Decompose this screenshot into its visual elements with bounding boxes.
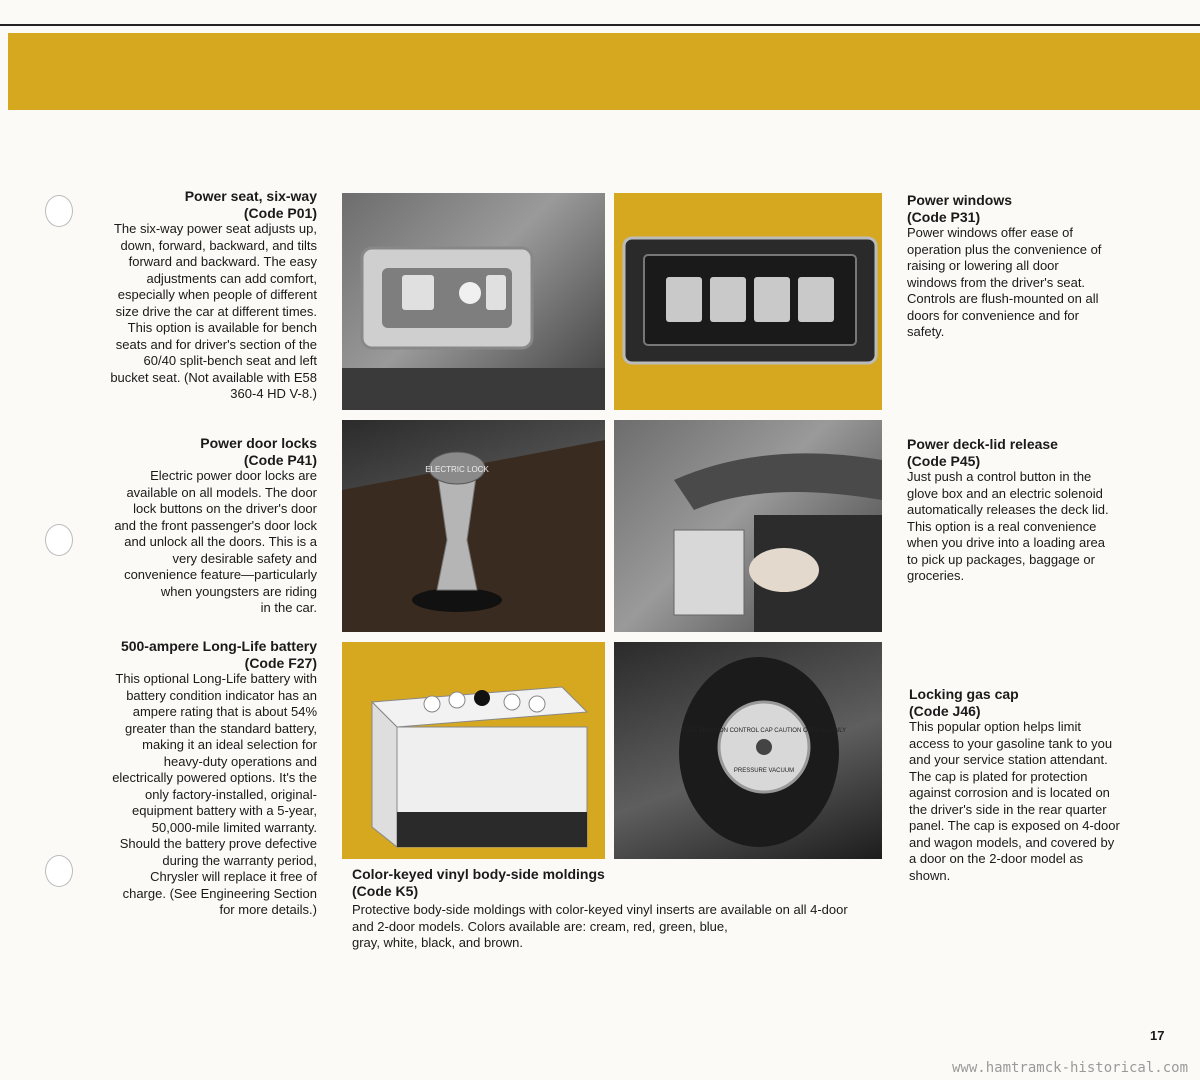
body-line: forward and backward. The easy — [128, 254, 317, 269]
body-line: Electric power door locks are — [150, 468, 317, 483]
body-line: against corrosion and is located on — [909, 785, 1110, 800]
body-line: greater than the standard battery, — [125, 720, 317, 736]
body-line: size drive the car at different times. — [115, 303, 317, 319]
body-line: only factory-installed, original- — [145, 786, 317, 802]
body-line: Just push a control button in the — [907, 469, 1092, 484]
section-deck-lid-release — [907, 436, 1157, 585]
body-line: a door on the 2-door model as — [909, 851, 1084, 866]
body-line: available on all models. The door — [126, 484, 317, 500]
body-line: Power windows offer ease of — [907, 225, 1073, 240]
body-line: glove box and an electric solenoid — [907, 485, 1103, 501]
photo-power-window-switch — [614, 193, 882, 410]
section-body — [907, 469, 1157, 585]
gas-cap-illustration — [614, 642, 882, 859]
section-battery — [95, 638, 317, 919]
page-number: 17 — [1150, 1028, 1165, 1043]
battery-illustration — [342, 642, 605, 859]
section-code: (Code P41) — [243, 451, 317, 468]
photo-battery — [342, 642, 605, 859]
section-body — [95, 671, 317, 919]
body-line: This popular option helps limit — [909, 719, 1081, 734]
door-lock-illustration — [342, 420, 605, 632]
knob-label: ELECTRIC LOCK — [425, 465, 489, 474]
body-line: panel. The cap is exposed on 4-door — [909, 818, 1120, 833]
body-line: doors for convenience and for — [907, 307, 1079, 323]
body-line: and unlock all the doors. This is a — [124, 534, 317, 549]
body-line: This option is a real convenience — [907, 518, 1097, 534]
section-title: 500-ampere Long-Life battery — [120, 638, 317, 654]
body-line: The cap is plated for protection — [909, 768, 1088, 784]
body-line: electrically powered options. It's the — [112, 770, 317, 785]
body-line: groceries. — [907, 568, 965, 583]
body-line: Protective body-side moldings with color-keyed vinyl inserts are available on all 4-door — [352, 902, 848, 917]
body-line: Should the battery prove defective — [119, 836, 317, 851]
body-line: raising or lowering all door — [907, 258, 1059, 273]
body-line: and the front passenger's door lock — [114, 517, 317, 533]
body-line: and 2-door models. Colors available are: cream, red, green, blue, — [352, 918, 728, 934]
top-rule — [0, 24, 1200, 26]
binder-hole-middle — [45, 524, 73, 556]
section-moldings — [352, 866, 892, 952]
body-line: This optional Long-Life battery with — [115, 671, 317, 686]
body-line: convenience feature—particularly — [124, 567, 317, 582]
watermark: www.hamtramck-historical.com — [952, 1060, 1189, 1076]
section-title: Power seat, six-way — [184, 188, 317, 204]
photo-deck-lid-release — [614, 420, 882, 632]
photo-locking-gas-cap — [614, 642, 882, 859]
body-line: when youngsters are riding — [160, 583, 317, 599]
body-line: 360-4 HD V-8.) — [230, 386, 317, 401]
section-code: (Code J46) — [909, 702, 981, 719]
section-power-windows — [907, 192, 1157, 341]
section-locking-gas-cap — [909, 686, 1159, 884]
body-line: very desirable safety and — [172, 550, 317, 566]
body-line: when you drive into a loading area — [907, 535, 1106, 550]
body-line: automatically releases the deck lid. — [907, 502, 1109, 517]
body-line: windows from the driver's seat. — [907, 274, 1086, 290]
binder-hole-bottom — [45, 855, 73, 887]
body-line: making it an ideal selection for — [142, 737, 317, 752]
body-line: seats and for driver's section of the — [115, 336, 317, 352]
body-line: down, forward, backward, and tilts — [120, 237, 317, 253]
seat-switch-illustration — [342, 193, 605, 410]
body-line: especially when people of different — [117, 287, 317, 302]
section-title: Power windows — [907, 192, 1013, 208]
header-color-band — [8, 33, 1200, 110]
section-title: Power deck-lid release — [907, 436, 1058, 452]
section-power-door-locks — [95, 435, 317, 617]
gas-cap-text: FUEL EMISSION CONTROL CAP CAUTION OPEN SLOWLY — [681, 728, 847, 734]
section-code: (Code F27) — [244, 654, 317, 671]
body-line: and your service station attendant. — [909, 752, 1108, 767]
window-switch-illustration — [614, 193, 882, 410]
body-line: Controls are flush-mounted on all — [907, 291, 1099, 306]
section-body — [95, 468, 317, 617]
body-line: and wagon models, and covered by — [909, 834, 1115, 850]
body-line: adjustments can add comfort, — [146, 270, 317, 286]
body-line: gray, white, black, and brown. — [352, 935, 524, 950]
body-line: shown. — [909, 867, 951, 883]
body-line: operation plus the convenience of — [907, 241, 1102, 257]
body-line: ampere rating that is about 54% — [132, 704, 317, 719]
section-title: Locking gas cap — [909, 686, 1019, 702]
section-code: (Code P45) — [907, 452, 981, 469]
gas-cap-sub-text: PRESSURE VACUUM — [733, 768, 795, 774]
body-line: access to your gasoline tank to you — [909, 735, 1113, 751]
body-line: This option is available for bench — [127, 320, 317, 335]
section-body — [909, 719, 1159, 884]
body-line: equipment battery with a 5-year, — [132, 803, 317, 818]
binder-hole-top — [45, 195, 73, 227]
section-title: Color-keyed vinyl body-side moldings — [352, 866, 605, 882]
section-code: (Code P31) — [907, 208, 981, 225]
section-code: (Code K5) — [352, 882, 419, 899]
body-line: bucket seat. (Not available with E58 — [110, 369, 317, 385]
section-title: Power door locks — [200, 435, 317, 451]
photo-power-seat-switch — [342, 193, 605, 410]
section-code: (Code P01) — [243, 204, 317, 221]
deck-lid-illustration — [614, 420, 882, 632]
body-line: safety. — [907, 324, 945, 339]
body-line: during the warranty period, — [162, 852, 317, 868]
section-power-seat — [95, 188, 317, 403]
body-line: lock buttons on the driver's door — [133, 501, 317, 516]
body-line: charge. (See Engineering Section — [122, 885, 317, 901]
section-body — [907, 225, 1157, 341]
photo-door-lock-knob — [342, 420, 605, 632]
body-line: battery condition indicator has an — [126, 687, 317, 703]
body-line: heavy-duty operations and — [163, 753, 317, 769]
body-line: in the car. — [260, 600, 317, 615]
body-line: for more details.) — [219, 902, 317, 917]
body-line: to pick up packages, baggage or — [907, 551, 1095, 567]
body-line: Chrysler will replace it free of — [150, 869, 317, 884]
body-line: The six-way power seat adjusts up, — [113, 221, 317, 236]
section-body — [352, 902, 892, 952]
body-line: 50,000-mile limited warranty. — [151, 819, 317, 835]
section-body — [95, 221, 317, 403]
body-line: 60/40 split-bench seat and left — [143, 353, 317, 368]
body-line: the driver's side in the rear quarter — [909, 801, 1107, 817]
